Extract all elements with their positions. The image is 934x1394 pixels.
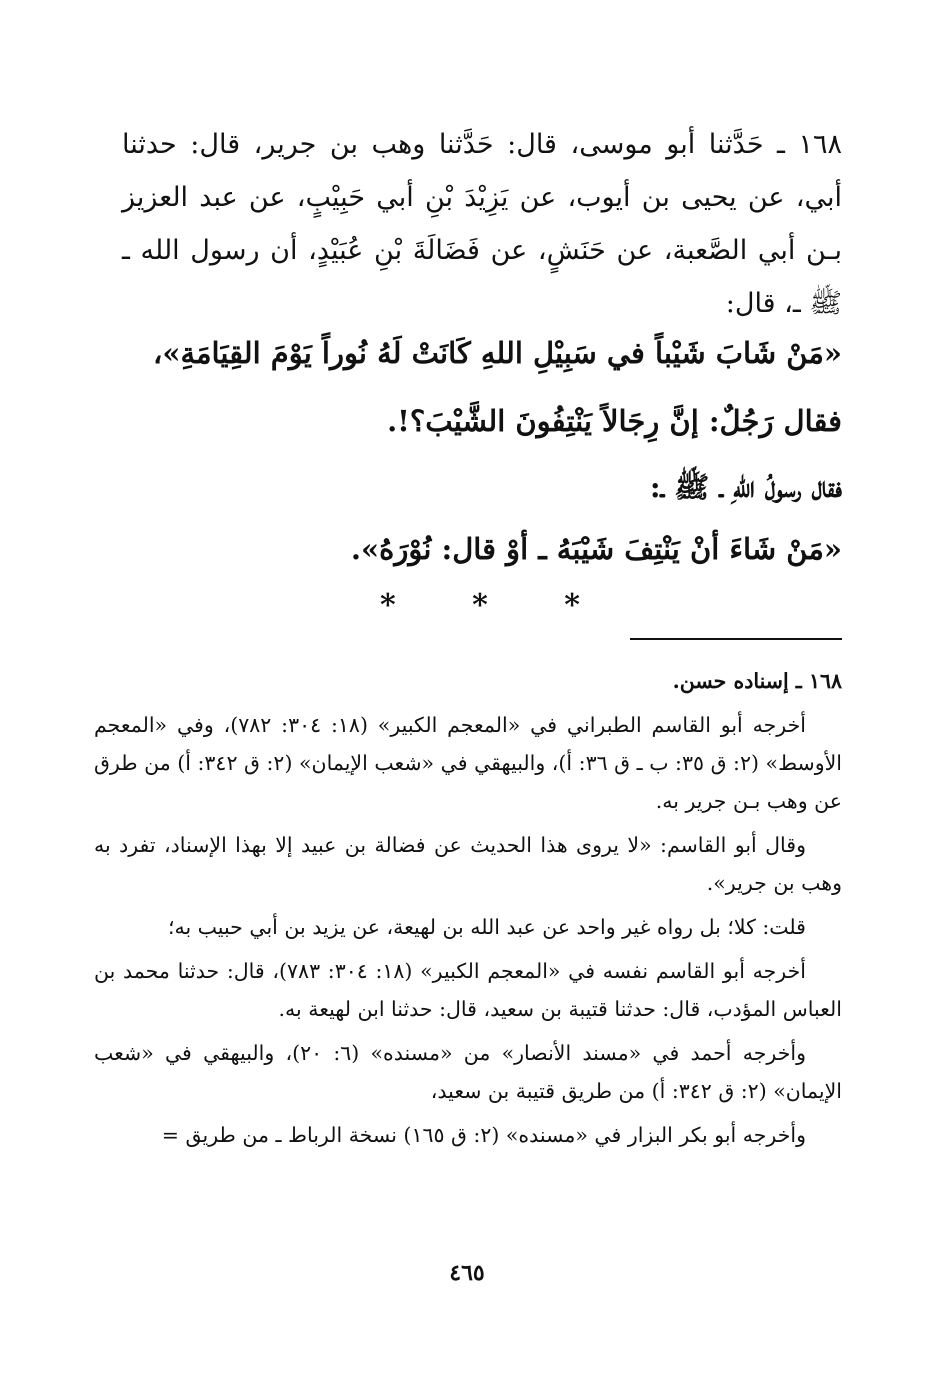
separator-star: * [380,588,396,623]
hadith-line-1: «مَنْ شَابَ شَيْباً في سَبِيْلِ اللهِ كَانَتْ لَهُ نُوراً يَوْمَ القِيَامَةِ»، [152,336,842,370]
footnote-paragraph: وقال أبو القاسم: «لا يروى هذا الحديث عن فضالة بن عبيد إلا بهذا الإسناد، تفرد به وهب بن جرير». [94,833,842,895]
hadith-line-4: «مَنْ شَاءَ أنْ يَنْتِفَ شَيْبَهُ ـ أوْ قال: نُوْرَهُ». [350,532,842,566]
footnote-paragraph: أخرجه أبو القاسم الطبراني في «المعجم الكبير» (١٨: ٣٠٤: ٧٨٢)، وفي «المعجم الأوسط» (٢: ق ٣٥: ب ـ ق ٣٦: أ)، والبيهقي في «شعب الإيمان» (٢: ق ٣٤٢: أ) من طرق عن وهب بـن جرير به. [94,713,842,813]
hadith-line-3: فقال رسولُ اللهِ ـ ﷺ ـ: [649,470,842,504]
footnote-paragraph: وأخرجه أبو بكر البزار في «مسنده» (٢: ق ١٦٥) نسخة الرباط ـ من طريق = [161,1123,806,1147]
isnad-paragraph: ١٦٨ ـ حَدَّثنا أبو موسى، قال: حَدَّثنا وهب بن جرير، قال: حدثنا أبي، عن يحيى بن أيوب، عن يَزِيْدَ بْنِ أبي حَبِيْبٍ، عن عبد العزيز بـن أبي الصَّعبة، عن حَنَشٍ، عن فَضَالَةَ بْنِ عُبَيْدٍ، أن رسول الله ـ ﷺ ـ، قال: [122,129,842,319]
footnotes [94,662,842,1160]
footnote-paragraph: وأخرجه أحمد في «مسند الأنصار» من «مسنده» (٦: ٢٠)، والبيهقي في «شعب الإيمان» (٢: ق ٣٤٢: أ) من طريق قتيبة بن سعيد، [94,1041,842,1103]
section-separator [380,588,580,623]
footnote-paragraph: قلت: كلا؛ بل رواه غير واحد عن عبد الله بن لهيعة، عن يزيد بن أبي حبيب به؛ [167,915,806,939]
footnote-heading: ١٦٨ ـ إسناده حسن. [672,669,842,693]
separator-star: * [472,588,488,623]
hadith-line-2: فقال رَجُلٌ: إنَّ رِجَالاً يَنْتِفُونَ الشَّيْبَ؟!. [387,404,842,438]
page-number: ٤٦٥ [449,1260,485,1286]
main-text [122,118,842,330]
footnote-divider [630,638,842,640]
separator-star: * [564,588,580,623]
footnote-paragraph: أخرجه أبو القاسم نفسه في «المعجم الكبير» (١٨: ٣٠٤: ٧٨٣)، قال: حدثنا محمد بن العباس المؤدب، قال: حدثنا قتيبة بن سعيد، قال: حدثنا ابن لهيعة به. [94,959,842,1021]
